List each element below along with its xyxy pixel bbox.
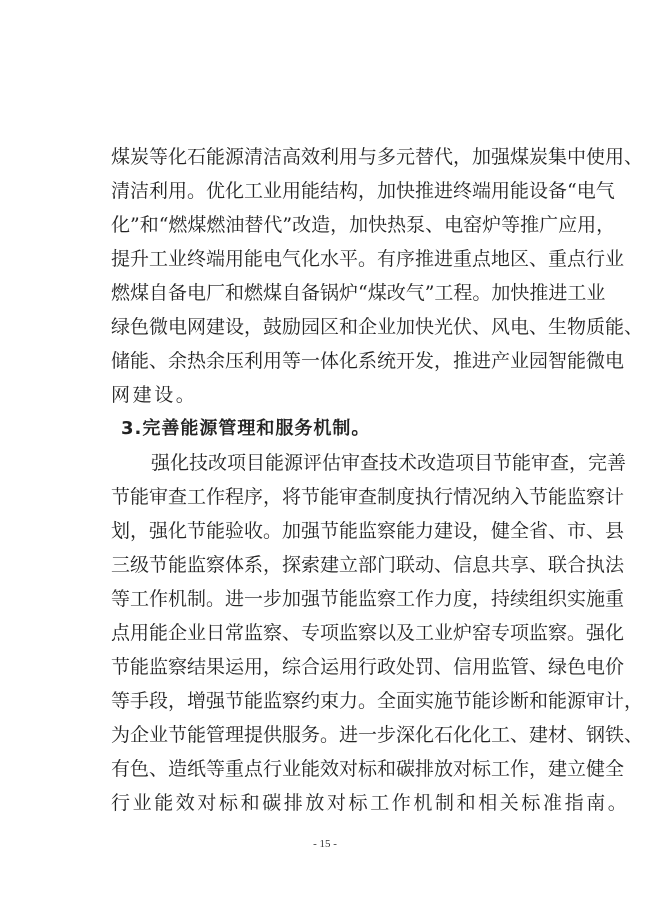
text-line: 行业能效对标和碳排放对标工作机制和相关标准指南。 <box>111 792 630 814</box>
text-line: 节能监察结果运用，综合运用行政处罚、信用监管、绿色电价 <box>111 656 625 678</box>
text-line: 绿色微电网建设，鼓励园区和企业加快光伏、风电、生物质能、 <box>111 316 644 338</box>
text-line: 储能、余热余压利用等一体化系统开发，推进产业园智能微电 <box>111 350 625 372</box>
text-line: 网建设。 <box>111 384 198 406</box>
text-line: 节能审查工作程序，将节能审查制度执行情况纳入节能监察计 <box>111 486 625 508</box>
section-heading: 3.完善能源管理和服务机制。 <box>121 418 371 439</box>
text-line: 划，强化节能验收。加强节能监察能力建设，健全省、市、县 <box>111 520 625 542</box>
text-line: 清洁利用。优化工业用能结构，加快推进终端用能设备“电气 <box>111 180 615 202</box>
text-line: 化”和“燃煤燃油替代”改造，加快热泵、电窑炉等推广应用， <box>111 214 616 236</box>
text-line: 燃煤自备电厂和燃煤自备锅炉“煤改气”工程。加快推进工业 <box>111 282 606 304</box>
text-line: 提升工业终端用能电气化水平。有序推进重点地区、重点行业 <box>111 248 625 270</box>
text-line: 强化技改项目能源评估审查技术改造项目节能审查，完善 <box>151 452 627 474</box>
document-body <box>111 143 644 823</box>
page-number: - 15 - <box>313 838 337 850</box>
text-line: 点用能企业日常监察、专项监察以及工业炉窑专项监察。强化 <box>111 622 625 644</box>
text-line: 等手段，增强节能监察约束力。全面实施节能诊断和能源审计， <box>111 690 644 712</box>
paragraph-2 <box>111 449 644 823</box>
text-line: 有色、造纸等重点行业能效对标和碳排放对标工作，建立健全 <box>111 758 625 780</box>
text-line: 煤炭等化石能源清洁高效利用与多元替代，加强煤炭集中使用、 <box>111 146 644 168</box>
text-line: 为企业节能管理提供服务。进一步深化石化化工、建材、钢铁、 <box>111 724 644 746</box>
paragraph-1 <box>111 143 644 415</box>
text-line: 等工作机制。进一步加强节能监察工作力度，持续组织实施重 <box>111 588 625 610</box>
text-line: 三级节能监察体系，探索建立部门联动、信息共享、联合执法 <box>111 554 625 576</box>
